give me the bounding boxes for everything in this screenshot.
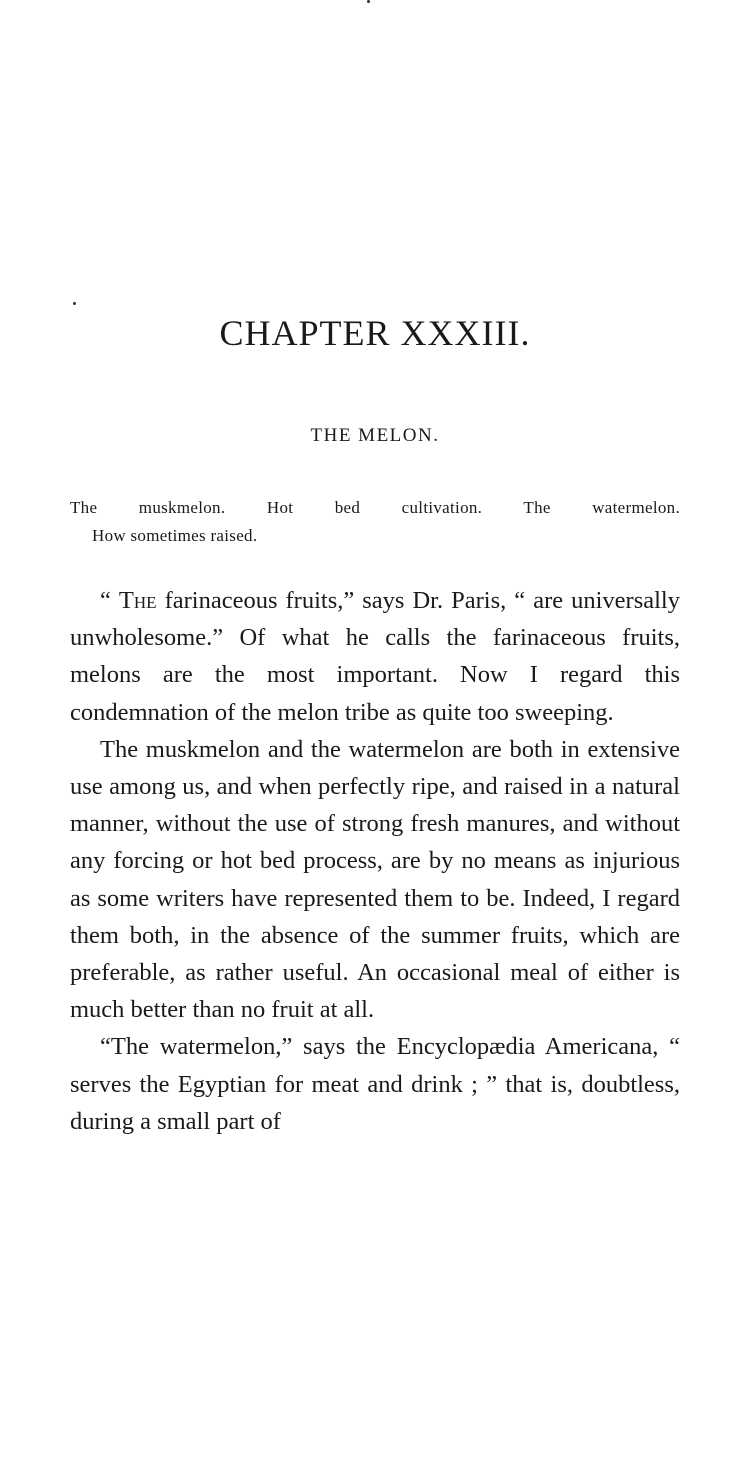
- print-speck: [367, 0, 370, 3]
- paragraph: [70, 582, 680, 731]
- summary-line: The muskmelon. Hot bed cultivation. The watermelon.: [70, 498, 680, 517]
- paragraph: The muskmelon and the watermelon are both in extensive use among us, and when perfectly ripe, and raised in a natural manner, without the use of strong fresh manures, and without any forcing or hot bed process, are by no means as injurious as some writers have represented them to be. Indeed, I regard them both, in the absence of the summer fruits, which are preferable, as rather useful. An occasional meal of either is much better than no fruit at all.: [70, 735, 680, 1024]
- opening-quote: “: [100, 587, 119, 614]
- summary-line: How sometimes raised.: [92, 526, 258, 545]
- paragraph-text: farinaceous fruits,” says Dr. Paris, “ are universally unwholesome.” Of what he calls the farinaceous fruits, melons are the most important. Now I regard this condemnation of the melon tribe as quite too sweeping.: [70, 587, 680, 726]
- opening-word: The: [118, 587, 157, 614]
- chapter-title: CHAPTER XXXIII.: [219, 313, 531, 353]
- section-title: THE MELON.: [310, 425, 440, 446]
- chapter-summary: [70, 494, 680, 550]
- body-text: [70, 582, 680, 1140]
- print-speck: [73, 302, 76, 305]
- paragraph: “The watermelon,” says the Encyclopædia Americana, “ serves the Egyptian for meat and drink ; ” that is, doubtless, during a small part of: [70, 1033, 680, 1135]
